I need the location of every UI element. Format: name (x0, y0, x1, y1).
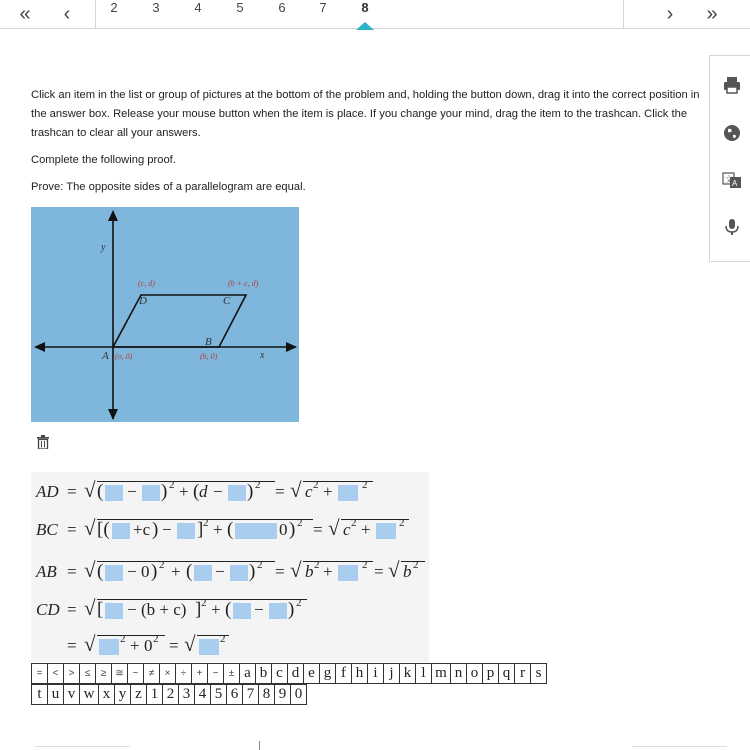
plus-c: +c (133, 520, 151, 539)
palette-item[interactable]: s (530, 663, 547, 684)
paren: ( (227, 519, 234, 540)
bracket: ] (197, 519, 204, 540)
plus: + (171, 562, 181, 581)
translate-icon[interactable] (722, 170, 742, 190)
label-bc: BC (36, 520, 58, 539)
sqrt-sign: √ (290, 558, 302, 582)
palette-item[interactable]: a (239, 663, 256, 684)
zero: 0 (144, 636, 153, 655)
palette-item[interactable]: 1 (146, 684, 163, 705)
palette-item[interactable]: l (415, 663, 432, 684)
answer-box-ad-4[interactable] (338, 485, 358, 501)
palette-item[interactable]: q (498, 663, 515, 684)
paren: ) (151, 561, 158, 582)
x-axis-arrow-right (286, 342, 297, 352)
exponent: 2 (203, 517, 209, 529)
proof-line-cd (31, 596, 429, 626)
equals: = (374, 562, 384, 581)
var-c: c (305, 482, 313, 501)
palette-item[interactable]: − (207, 663, 224, 684)
exponent: 2 (255, 479, 261, 491)
equals: = (313, 520, 323, 539)
paren: ) (289, 519, 296, 540)
bracket: [( (97, 519, 110, 540)
minus: − (127, 600, 137, 619)
paren: ) (288, 599, 295, 620)
globe-icon[interactable] (722, 123, 742, 143)
exponent: 2 (313, 479, 319, 491)
current-page-indicator (356, 22, 374, 30)
exponent: 2 (413, 559, 419, 571)
parallelogram-graph (31, 207, 299, 422)
palette-item[interactable]: = (31, 663, 48, 684)
exponent: 2 (362, 559, 368, 571)
palette-item[interactable]: e (303, 663, 320, 684)
svg-text:A: A (732, 179, 738, 188)
svg-text:文: 文 (725, 175, 733, 184)
minus: − (162, 520, 172, 539)
vertex-a-coord: (o, 0) (115, 352, 133, 361)
page-7[interactable]: 7 (319, 0, 327, 15)
minus: − (213, 482, 223, 501)
palette-item[interactable]: ~ (127, 663, 144, 684)
palette-item[interactable]: ÷ (175, 663, 192, 684)
answer-box-bc-2[interactable] (177, 523, 195, 539)
palette-item[interactable]: f (335, 663, 352, 684)
answer-box-ad-3[interactable] (228, 485, 246, 501)
trash-icon[interactable] (37, 435, 49, 449)
answer-box-cd-1[interactable] (105, 603, 123, 619)
palette-item[interactable]: i (367, 663, 384, 684)
plus: + (179, 482, 189, 501)
palette-item[interactable]: 4 (194, 684, 211, 705)
pagination-bar (0, 0, 750, 29)
answer-box-cd-2[interactable] (233, 603, 251, 619)
page-6[interactable]: 6 (278, 0, 286, 15)
divider (259, 741, 260, 750)
divider (95, 0, 96, 28)
paren: ) (152, 519, 159, 540)
equals: = (67, 562, 77, 581)
palette-item[interactable]: 8 (258, 684, 275, 705)
x-axis-label: x (260, 350, 265, 361)
palette-item[interactable]: c (271, 663, 288, 684)
palette-row-1 (31, 663, 546, 684)
answer-box-ab-1[interactable] (105, 565, 123, 581)
vertex-c-label: C (223, 295, 231, 307)
chevron-right-icon: › (666, 2, 674, 25)
next-page-button[interactable] (655, 0, 685, 28)
proof-line-cd-result (31, 632, 429, 662)
sqrt-sign: √ (84, 596, 96, 620)
prove-statement: Prove: The opposite sides of a parallelogram are equal. (31, 181, 306, 193)
minus: − (215, 562, 225, 581)
minus: − (127, 482, 137, 501)
palette-item[interactable]: n (450, 663, 467, 684)
answer-box-ad-1[interactable] (105, 485, 123, 501)
palette-item[interactable]: h (351, 663, 368, 684)
page-5[interactable]: 5 (236, 0, 244, 15)
sqrt-sign: √ (84, 558, 96, 582)
vertex-b-coord: (b, 0) (200, 352, 218, 361)
var-c: c (343, 520, 351, 539)
answer-box-ab-4[interactable] (338, 565, 358, 581)
palette-item[interactable]: d (287, 663, 304, 684)
exponent: 2 (169, 479, 175, 491)
palette-item[interactable]: k (399, 663, 416, 684)
paren: ) (247, 481, 254, 502)
zero: 0 (141, 562, 150, 581)
plus: + (213, 520, 223, 539)
paren: ( (225, 599, 232, 620)
zero: 0 (279, 520, 288, 539)
palette-item[interactable]: ≥ (95, 663, 112, 684)
proof-answer-area (31, 472, 429, 662)
task-text: Complete the following proof. (31, 154, 176, 166)
exponent: 2 (153, 633, 159, 645)
palette-item[interactable]: + (191, 663, 208, 684)
palette-item[interactable]: < (47, 663, 64, 684)
var-b: b (305, 562, 314, 581)
palette-item[interactable]: x (98, 684, 115, 705)
plus: + (130, 636, 140, 655)
palette-row-2 (31, 684, 546, 705)
plus: + (361, 520, 371, 539)
chevron-left-icon: ‹ (63, 2, 71, 25)
first-page-button[interactable] (10, 0, 40, 28)
equals: = (67, 600, 77, 619)
plus: + (323, 562, 333, 581)
answer-box-cd-3[interactable] (269, 603, 287, 619)
answer-box-cd-5[interactable] (199, 639, 219, 655)
microphone-icon[interactable] (722, 217, 742, 237)
exponent: 2 (257, 559, 263, 571)
bracket: [ (97, 599, 104, 620)
palette-item[interactable]: u (47, 684, 64, 705)
answer-box-ab-3[interactable] (230, 565, 248, 581)
y-axis-arrow-down (108, 409, 118, 420)
paren: ( (186, 561, 193, 582)
exponent: 2 (220, 633, 226, 645)
palette-item[interactable]: m (431, 663, 451, 684)
palette-item[interactable]: 7 (242, 684, 259, 705)
answer-box-bc-3[interactable] (235, 523, 277, 539)
sqrt-sign: √ (328, 516, 340, 540)
palette-item[interactable]: ≠ (143, 663, 160, 684)
vertex-d-label: D (139, 295, 147, 307)
answer-box-bc-1[interactable] (112, 523, 130, 539)
exponent: 2 (399, 517, 405, 529)
plus: + (211, 600, 221, 619)
x-axis-arrow-left (34, 342, 45, 352)
palette-item[interactable]: t (31, 684, 48, 705)
sqrt-sign: √ (388, 558, 400, 582)
plus: + (323, 482, 333, 501)
page-4[interactable]: 4 (194, 0, 202, 15)
vertex-a-label: A (102, 350, 109, 362)
palette-item[interactable]: 5 (210, 684, 227, 705)
palette-item[interactable]: 9 (274, 684, 291, 705)
paren: ) (161, 481, 168, 502)
equals: = (275, 562, 285, 581)
sqrt-sign: √ (84, 632, 96, 656)
side-toolbar (709, 55, 750, 262)
palette-item[interactable]: 0 (290, 684, 307, 705)
answer-box-cd-4[interactable] (99, 639, 119, 655)
minus: − (127, 562, 137, 581)
prev-page-button[interactable] (52, 0, 82, 28)
divider (632, 746, 727, 747)
palette-item[interactable]: > (63, 663, 80, 684)
palette-item[interactable]: ≤ (79, 663, 96, 684)
equals: = (169, 636, 179, 655)
page-8-current[interactable]: 8 (361, 0, 369, 15)
var-b: b (403, 562, 412, 581)
palette-item[interactable]: o (466, 663, 483, 684)
exponent: 2 (297, 517, 303, 529)
drag-item-palette (31, 663, 546, 705)
sqrt-sign: √ (84, 478, 96, 502)
equals: = (67, 636, 77, 655)
exponent: 2 (351, 517, 357, 529)
instructions-text: Click an item in the list or group of pictures at the bottom of the problem and, holding the button down, drag it into the correct position in the answer box. Release your mouse button when the item is place. If you change your mind, drag the item to the trashcan. Click the trashcan to clear all your answers. (31, 89, 700, 139)
double-chevron-left-icon: « (19, 2, 31, 25)
palette-item[interactable]: j (383, 663, 400, 684)
palette-item[interactable]: v (63, 684, 80, 705)
exponent: 2 (120, 633, 126, 645)
paren: ) (249, 561, 256, 582)
exponent: 2 (296, 597, 302, 609)
proof-line-ad (31, 478, 429, 508)
exponent: 2 (159, 559, 165, 571)
proof-line-bc (31, 516, 429, 546)
label-ad: AD (36, 482, 59, 501)
palette-item[interactable]: ≅ (111, 663, 128, 684)
palette-item[interactable]: r (514, 663, 531, 684)
paren: ( (193, 481, 200, 502)
sqrt-sign: √ (84, 516, 96, 540)
equals: = (67, 520, 77, 539)
coordinate-plane (31, 207, 299, 422)
y-axis-arrow-up (108, 210, 118, 221)
palette-item[interactable]: × (159, 663, 176, 684)
divider (35, 746, 130, 747)
vertex-b-label: B (205, 336, 212, 348)
palette-item[interactable]: z (130, 684, 147, 705)
palette-item[interactable]: w (79, 684, 99, 705)
print-icon[interactable] (722, 75, 742, 95)
palette-item[interactable]: b (255, 663, 272, 684)
double-chevron-right-icon: » (706, 2, 718, 25)
palette-item[interactable]: g (319, 663, 336, 684)
label-ab: AB (36, 562, 57, 581)
palette-item[interactable]: 2 (162, 684, 179, 705)
vertex-c-coord: (b + c, d) (228, 279, 259, 288)
palette-item[interactable]: p (482, 663, 499, 684)
exponent: 2 (362, 479, 368, 491)
b-plus-c: (b + c) (141, 600, 187, 619)
divider (623, 0, 624, 28)
bracket: ] (195, 599, 202, 620)
minus: − (254, 600, 264, 619)
y-axis-label: y (101, 242, 106, 253)
last-page-button[interactable] (697, 0, 727, 28)
paren: ( (97, 561, 104, 582)
page-2[interactable]: 2 (110, 0, 118, 15)
sqrt-sign: √ (290, 478, 302, 502)
proof-line-ab (31, 558, 429, 588)
palette-item[interactable]: ± (223, 663, 240, 684)
equals: = (67, 482, 77, 501)
paren: ( (97, 481, 104, 502)
vertex-d-coord: (c, d) (138, 279, 155, 288)
equals: = (275, 482, 285, 501)
answer-box-ad-2[interactable] (142, 485, 160, 501)
var-d: d (199, 482, 208, 501)
palette-item[interactable]: 6 (226, 684, 243, 705)
answer-box-bc-4[interactable] (376, 523, 396, 539)
exponent: 2 (201, 597, 207, 609)
sqrt-sign: √ (184, 632, 196, 656)
answer-box-ab-2[interactable] (194, 565, 212, 581)
page-3[interactable]: 3 (152, 0, 160, 15)
exponent: 2 (314, 559, 320, 571)
label-cd: CD (36, 600, 60, 619)
palette-item[interactable]: 3 (178, 684, 195, 705)
palette-item[interactable]: y (114, 684, 131, 705)
